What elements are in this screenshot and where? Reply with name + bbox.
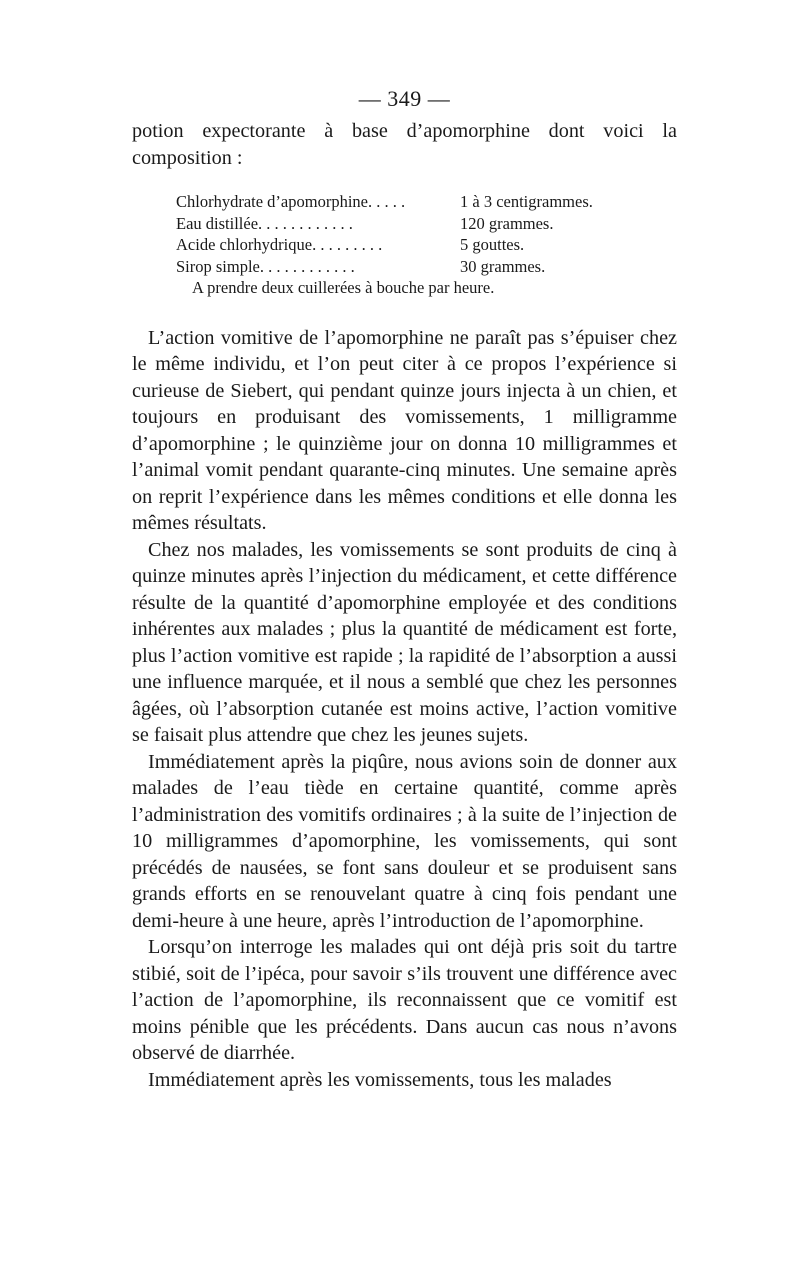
recipe-quantity: 5 gouttes. bbox=[460, 235, 525, 254]
recipe-ingredient: Sirop simple. . . . . . . . . . . . bbox=[176, 256, 355, 276]
document-page bbox=[132, 84, 677, 1093]
recipe-ingredient: Acide chlorhydrique. . . . . . . . . bbox=[176, 235, 383, 254]
body-paragraph: L’action vomitive de l’apomorphine ne paraît pas s’épuiser chez le même individu, et l’on peut citer à ce propos l’expérience si curieuse de Siebert, qui pendant quinze jours injecta à un chien, et toujours en produisant des vomissements, 1 milligramme d’apomorphine ; le quinzième jour on donna 10 milligrammes et l’animal vomit pendant quarante-cinq minutes. Une semaine après on reprit l’expérience dans les mêmes conditions et elle donna les mêmes résultats. bbox=[132, 326, 677, 534]
recipe-row bbox=[176, 213, 646, 235]
recipe-row bbox=[176, 234, 646, 256]
body-paragraph: Lorsqu’on interroge les malades qui ont déjà pris soit du tartre stibié, soit de l’ipéca, pour savoir s’ils trouvent une différence avec l’action de l’apomorphine, ils reconnaissent que ce vomitif est moins pénible que les précédents. Dans aucun cas nous n’avons observé de diarrhée. bbox=[132, 936, 677, 1064]
recipe-block bbox=[176, 191, 646, 299]
page-number: — 349 — bbox=[358, 86, 451, 111]
body-paragraph: Immédiatement après la piqûre, nous avions soin de donner aux malades de l’eau tiède en certaine quantité, comme après l’administration des vomitifs ordinaires ; à la suite de l’injection de 10 milligrammes d’apomorphine, les vomissements, qui sont précédés de nausées, se font sans douleur et se produisent sans grands efforts en se renouvelant quatre à cinq fois pendant une demi-heure à une heure, après l’introduction de l’apomorphine. bbox=[132, 750, 677, 932]
recipe-row bbox=[176, 256, 646, 278]
recipe-quantity: 120 grammes. bbox=[460, 213, 554, 233]
recipe-row bbox=[176, 191, 646, 213]
recipe-ingredient: Chlorhydrate d’apomorphine. . . . . bbox=[176, 192, 406, 211]
recipe-note: A prendre deux cuillerées à bouche par heure. bbox=[192, 278, 495, 297]
body-paragraph: Chez nos malades, les vomissements se sont produits de cinq à quinze minutes après l’injection du médicament, et cette différence résulte de la quantité d’apomorphine employée et des conditions inhérentes aux malades ; plus la quantité de médicament est forte, plus l’action vomitive est rapide ; la rapidité de l’absorption a aussi une influence marquée, et il nous a semblé que chez les personnes âgées, où l’absorption cutanée est moins active, l’action vomitive se faisait plus attendre que chez les jeunes sujets. bbox=[132, 538, 677, 746]
intro-paragraph: potion expectorante à base d’apomorphine dont voici la composition : bbox=[132, 120, 677, 169]
recipe-quantity: 30 grammes. bbox=[460, 256, 546, 276]
recipe-ingredient: Eau distillée. . . . . . . . . . . . bbox=[176, 213, 353, 233]
body-paragraph: Immédiatement après les vomissements, tous les malades bbox=[148, 1068, 612, 1091]
recipe-quantity: 1 à 3 centigrammes. bbox=[460, 192, 593, 211]
